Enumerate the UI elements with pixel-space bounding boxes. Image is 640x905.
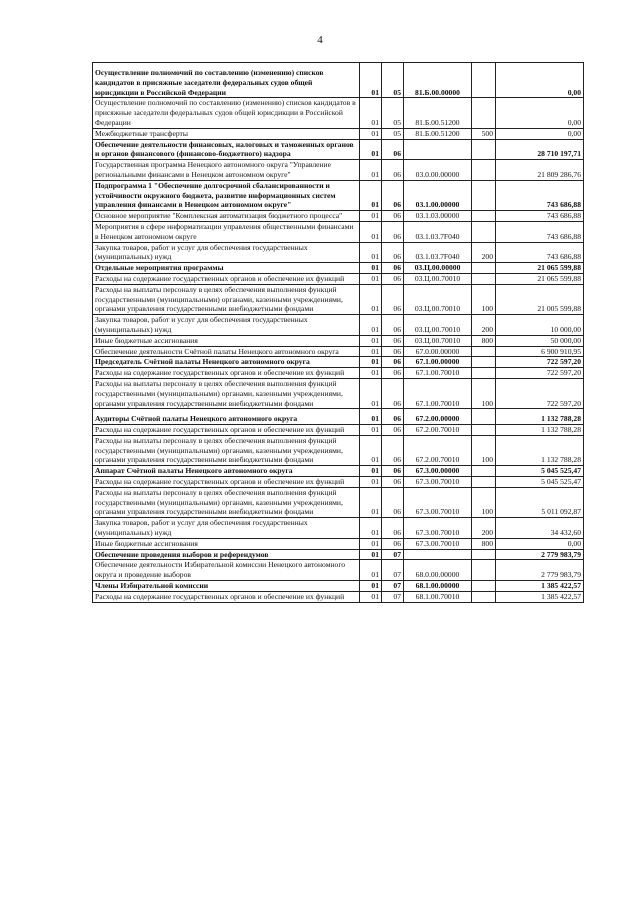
table-row [93, 425, 584, 436]
row-section-cell: 01 [360, 591, 382, 602]
row-target-article-cell: 67.3.00.00000 [404, 466, 472, 477]
row-expense-type-cell [472, 211, 496, 222]
row-expense-type-cell [472, 357, 496, 368]
row-section-cell: 01 [360, 346, 382, 357]
row-amount-cell: 0,00 [496, 538, 584, 549]
table-row [93, 315, 584, 336]
row-target-article-cell: 03.Ц.00.70010 [404, 284, 472, 314]
row-name-cell: Расходы на выплаты персоналу в целях обеспечения выполнения функций государственными (муниципальными) органами, казенными учреждениями, органами управления государственными внебюджетными фондами [93, 378, 360, 408]
table-row [93, 538, 584, 549]
row-subsection-cell: 06 [382, 139, 404, 160]
row-name-cell: Иные бюджетные ассигнования [93, 538, 360, 549]
row-name-cell: Подпрограмма 1 "Обеспечение долгосрочной сбалансированности и устойчивости окружного бюджета, развитие информационных систем управления финансами в Ненецком автономном округе" [93, 180, 360, 210]
row-name-cell: Расходы на выплаты персоналу в целях обеспечения выполнения функций государственными (муниципальными) органами, казенными учреждениями, органами управления государственными внебюджетными фондами [93, 284, 360, 314]
row-amount-cell: 722 597,20 [496, 368, 584, 379]
row-target-article-cell: 67.1.00.00000 [404, 357, 472, 368]
row-name-cell: Осуществление полномочий по составлению (изменению) списков кандидатов в присяжные заседатели федеральных судов общей юрисдикции в Российской Федерации [93, 63, 360, 98]
row-expense-type-cell [472, 221, 496, 242]
row-name-cell: Межбюджетные трансферты [93, 128, 360, 139]
row-subsection-cell: 06 [382, 242, 404, 263]
row-amount-cell: 2 779 983,79 [496, 549, 584, 560]
budget-table-body [93, 63, 584, 603]
row-amount-cell: 722 597,20 [496, 378, 584, 408]
table-row [93, 346, 584, 357]
row-section-cell: 01 [360, 335, 382, 346]
row-section-cell: 01 [360, 487, 382, 517]
row-expense-type-cell [472, 346, 496, 357]
row-section-cell: 01 [360, 160, 382, 181]
row-subsection-cell: 06 [382, 160, 404, 181]
row-name-cell: Закупка товаров, работ и услуг для обеспечения государственных (муниципальных) нужд [93, 518, 360, 539]
row-section-cell: 01 [360, 180, 382, 210]
row-expense-type-cell: 500 [472, 128, 496, 139]
row-target-article-cell: 03.Ц.00.70010 [404, 335, 472, 346]
row-expense-type-cell [472, 560, 496, 581]
table-row [93, 263, 584, 274]
table-row [93, 487, 584, 517]
row-subsection-cell: 06 [382, 477, 404, 488]
table-row [93, 242, 584, 263]
row-amount-cell: 722 597,20 [496, 357, 584, 368]
row-target-article-cell: 67.3.00.70010 [404, 538, 472, 549]
row-section-cell: 01 [360, 466, 382, 477]
row-subsection-cell: 06 [382, 263, 404, 274]
row-amount-cell: 21 065 599,88 [496, 273, 584, 284]
row-amount-cell: 6 900 910,95 [496, 346, 584, 357]
row-target-article-cell: 67.3.00.70010 [404, 477, 472, 488]
row-amount-cell: 1 385 422,57 [496, 591, 584, 602]
row-subsection-cell: 06 [382, 425, 404, 436]
row-section-cell: 01 [360, 518, 382, 539]
row-name-cell: Осуществление полномочий по составлению (изменению) списков кандидатов в присяжные заседатели федеральных судов общей юрисдикции в Российской Федерации [93, 98, 360, 128]
row-name-cell: Закупка товаров, работ и услуг для обеспечения государственных (муниципальных) нужд [93, 242, 360, 263]
row-subsection-cell: 06 [382, 487, 404, 517]
table-row [93, 98, 584, 128]
row-section-cell: 01 [360, 315, 382, 336]
row-subsection-cell: 06 [382, 284, 404, 314]
table-row [93, 160, 584, 181]
row-name-cell: Расходы на содержание государственных органов и обеспечение их функций [93, 425, 360, 436]
row-subsection-cell: 06 [382, 221, 404, 242]
row-amount-cell: 0,00 [496, 128, 584, 139]
row-expense-type-cell [472, 180, 496, 210]
page-number: 4 [317, 34, 323, 46]
table-row [93, 368, 584, 379]
row-amount-cell: 50 000,00 [496, 335, 584, 346]
row-target-article-cell: 03.1.03.7F040 [404, 242, 472, 263]
row-amount-cell: 743 686,88 [496, 180, 584, 210]
row-subsection-cell: 06 [382, 378, 404, 408]
row-subsection-cell: 06 [382, 335, 404, 346]
row-name-cell: Расходы на содержание государственных органов и обеспечение их функций [93, 273, 360, 284]
row-name-cell: Расходы на содержание государственных органов и обеспечение их функций [93, 368, 360, 379]
row-name-cell: Председатель Счётной палаты Ненецкого автономного округа [93, 357, 360, 368]
row-target-article-cell: 67.0.00.00000 [404, 346, 472, 357]
table-row [93, 180, 584, 210]
row-subsection-cell: 06 [382, 346, 404, 357]
row-expense-type-cell [472, 98, 496, 128]
row-target-article-cell: 67.2.00.70010 [404, 425, 472, 436]
row-target-article-cell: 03.Ц.00.70010 [404, 273, 472, 284]
row-subsection-cell: 05 [382, 98, 404, 128]
row-amount-cell: 1 132 788,28 [496, 425, 584, 436]
row-target-article-cell: 03.1.03.00000 [404, 211, 472, 222]
row-expense-type-cell: 200 [472, 315, 496, 336]
row-section-cell: 01 [360, 477, 382, 488]
row-subsection-cell: 06 [382, 435, 404, 465]
row-section-cell: 01 [360, 425, 382, 436]
row-expense-type-cell: 800 [472, 538, 496, 549]
row-amount-cell: 743 686,88 [496, 211, 584, 222]
row-subsection-cell: 07 [382, 549, 404, 560]
row-subsection-cell: 06 [382, 273, 404, 284]
row-amount-cell: 743 686,88 [496, 242, 584, 263]
table-row [93, 409, 584, 425]
row-amount-cell: 2 779 983,79 [496, 560, 584, 581]
row-target-article-cell: 81.Б.00.51200 [404, 128, 472, 139]
row-expense-type-cell: 100 [472, 378, 496, 408]
row-section-cell: 01 [360, 242, 382, 263]
table-row [93, 128, 584, 139]
row-name-cell: Мероприятия в сфере информатизации управления общественными финансами в Ненецком автономном округе [93, 221, 360, 242]
table-row [93, 549, 584, 560]
row-target-article-cell: 67.2.00.70010 [404, 435, 472, 465]
row-target-article-cell: 03.Ц.00.70010 [404, 315, 472, 336]
row-subsection-cell: 06 [382, 211, 404, 222]
row-name-cell: Аппарат Счётной палаты Ненецкого автономного округа [93, 466, 360, 477]
row-expense-type-cell [472, 263, 496, 274]
row-expense-type-cell [472, 273, 496, 284]
row-target-article-cell: 68.1.00.00000 [404, 581, 472, 592]
row-section-cell: 01 [360, 581, 382, 592]
table-row [93, 466, 584, 477]
row-subsection-cell: 06 [382, 518, 404, 539]
row-section-cell: 01 [360, 284, 382, 314]
table-row [93, 211, 584, 222]
row-target-article-cell [404, 549, 472, 560]
row-section-cell: 01 [360, 357, 382, 368]
row-section-cell: 01 [360, 139, 382, 160]
row-name-cell: Аудиторы Счётной палаты Ненецкого автономного округа [93, 409, 360, 425]
row-name-cell: Обеспечение проведения выборов и референдумов [93, 549, 360, 560]
row-subsection-cell: 06 [382, 180, 404, 210]
row-target-article-cell: 03.0.00.00000 [404, 160, 472, 181]
row-amount-cell: 743 686,88 [496, 221, 584, 242]
row-amount-cell: 10 000,00 [496, 315, 584, 336]
row-amount-cell: 21 065 599,88 [496, 263, 584, 274]
row-subsection-cell: 06 [382, 409, 404, 425]
row-section-cell: 01 [360, 221, 382, 242]
row-expense-type-cell [472, 63, 496, 98]
row-target-article-cell: 03.1.00.00000 [404, 180, 472, 210]
row-expense-type-cell [472, 591, 496, 602]
row-target-article-cell: 67.3.00.70010 [404, 487, 472, 517]
row-expense-type-cell [472, 477, 496, 488]
row-amount-cell: 5 045 525,47 [496, 477, 584, 488]
row-amount-cell: 1 132 788,28 [496, 409, 584, 425]
row-subsection-cell: 07 [382, 591, 404, 602]
row-target-article-cell: 67.1.00.70010 [404, 378, 472, 408]
row-name-cell: Государственная программа Ненецкого автономного округа "Управление региональными финансами в Ненецком автономном округе" [93, 160, 360, 181]
row-section-cell: 01 [360, 98, 382, 128]
row-amount-cell: 0,00 [496, 98, 584, 128]
row-subsection-cell: 06 [382, 357, 404, 368]
row-name-cell: Обеспечение деятельности Избирательной комиссии Ненецкого автономного округа и проведение выборов [93, 560, 360, 581]
row-target-article-cell: 81.Б.00.00000 [404, 63, 472, 98]
row-subsection-cell: 05 [382, 128, 404, 139]
row-expense-type-cell [472, 466, 496, 477]
row-amount-cell: 28 710 197,71 [496, 139, 584, 160]
row-subsection-cell: 05 [382, 63, 404, 98]
row-target-article-cell: 67.2.00.00000 [404, 409, 472, 425]
row-target-article-cell: 68.1.00.70010 [404, 591, 472, 602]
budget-table [92, 62, 584, 603]
row-amount-cell: 5 045 525,47 [496, 466, 584, 477]
row-name-cell: Расходы на содержание государственных органов и обеспечение их функций [93, 591, 360, 602]
row-name-cell: Обеспечение деятельности финансовых, налоговых и таможенных органов и органов финансового (финансово-бюджетного) надзора [93, 139, 360, 160]
row-name-cell: Иные бюджетные ассигнования [93, 335, 360, 346]
table-row [93, 378, 584, 408]
row-section-cell: 01 [360, 435, 382, 465]
row-section-cell: 01 [360, 538, 382, 549]
row-name-cell: Отдельные мероприятия программы [93, 263, 360, 274]
row-expense-type-cell [472, 581, 496, 592]
table-row [93, 581, 584, 592]
table-row [93, 284, 584, 314]
table-row [93, 273, 584, 284]
row-name-cell: Обеспечение деятельности Счётной палаты Ненецкого автономного округа [93, 346, 360, 357]
row-amount-cell: 21 005 599,88 [496, 284, 584, 314]
row-expense-type-cell: 200 [472, 518, 496, 539]
row-target-article-cell: 67.1.00.70010 [404, 368, 472, 379]
row-expense-type-cell: 100 [472, 435, 496, 465]
row-subsection-cell: 06 [382, 315, 404, 336]
row-expense-type-cell [472, 160, 496, 181]
table-row [93, 560, 584, 581]
row-expense-type-cell [472, 139, 496, 160]
row-expense-type-cell: 800 [472, 335, 496, 346]
row-subsection-cell: 07 [382, 581, 404, 592]
row-subsection-cell: 06 [382, 466, 404, 477]
row-name-cell: Расходы на содержание государственных органов и обеспечение их функций [93, 477, 360, 488]
row-target-article-cell: 03.Ц.00.00000 [404, 263, 472, 274]
row-subsection-cell: 06 [382, 538, 404, 549]
row-amount-cell: 1 132 788,28 [496, 435, 584, 465]
row-name-cell: Члены Избирательной комиссии [93, 581, 360, 592]
row-name-cell: Основное мероприятие "Комплексная автоматизация бюджетного процесса" [93, 211, 360, 222]
table-row [93, 357, 584, 368]
row-target-article-cell: 67.3.00.70010 [404, 518, 472, 539]
table-row [93, 477, 584, 488]
row-expense-type-cell [472, 549, 496, 560]
row-amount-cell: 34 432,60 [496, 518, 584, 539]
table-row [93, 63, 584, 98]
row-target-article-cell: 68.0.00.00000 [404, 560, 472, 581]
row-section-cell: 01 [360, 128, 382, 139]
row-section-cell: 01 [360, 409, 382, 425]
row-section-cell: 01 [360, 549, 382, 560]
row-name-cell: Расходы на выплаты персоналу в целях обеспечения выполнения функций государственными (муниципальными) органами, казенными учреждениями, органами управления государственными внебюджетными фондами [93, 435, 360, 465]
row-expense-type-cell [472, 409, 496, 425]
row-section-cell: 01 [360, 273, 382, 284]
row-section-cell: 01 [360, 378, 382, 408]
table-row [93, 335, 584, 346]
row-section-cell: 01 [360, 63, 382, 98]
row-expense-type-cell: 100 [472, 284, 496, 314]
row-section-cell: 01 [360, 263, 382, 274]
row-name-cell: Закупка товаров, работ и услуг для обеспечения государственных (муниципальных) нужд [93, 315, 360, 336]
row-expense-type-cell: 200 [472, 242, 496, 263]
row-amount-cell: 0,00 [496, 63, 584, 98]
row-amount-cell: 21 809 286,76 [496, 160, 584, 181]
table-row [93, 139, 584, 160]
row-section-cell: 01 [360, 211, 382, 222]
row-subsection-cell: 07 [382, 560, 404, 581]
table-row [93, 435, 584, 465]
row-expense-type-cell [472, 425, 496, 436]
row-section-cell: 01 [360, 368, 382, 379]
table-row [93, 518, 584, 539]
table-row [93, 221, 584, 242]
row-expense-type-cell: 100 [472, 487, 496, 517]
row-target-article-cell: 81.Б.00.51200 [404, 98, 472, 128]
row-target-article-cell [404, 139, 472, 160]
row-section-cell: 01 [360, 560, 382, 581]
row-expense-type-cell [472, 368, 496, 379]
row-name-cell: Расходы на выплаты персоналу в целях обеспечения выполнения функций государственными (муниципальными) органами, казенными учреждениями, органами управления государственными внебюджетными фондами [93, 487, 360, 517]
table-row [93, 591, 584, 602]
row-subsection-cell: 06 [382, 368, 404, 379]
row-amount-cell: 1 385 422,57 [496, 581, 584, 592]
row-target-article-cell: 03.1.03.7F040 [404, 221, 472, 242]
row-amount-cell: 5 011 092,87 [496, 487, 584, 517]
